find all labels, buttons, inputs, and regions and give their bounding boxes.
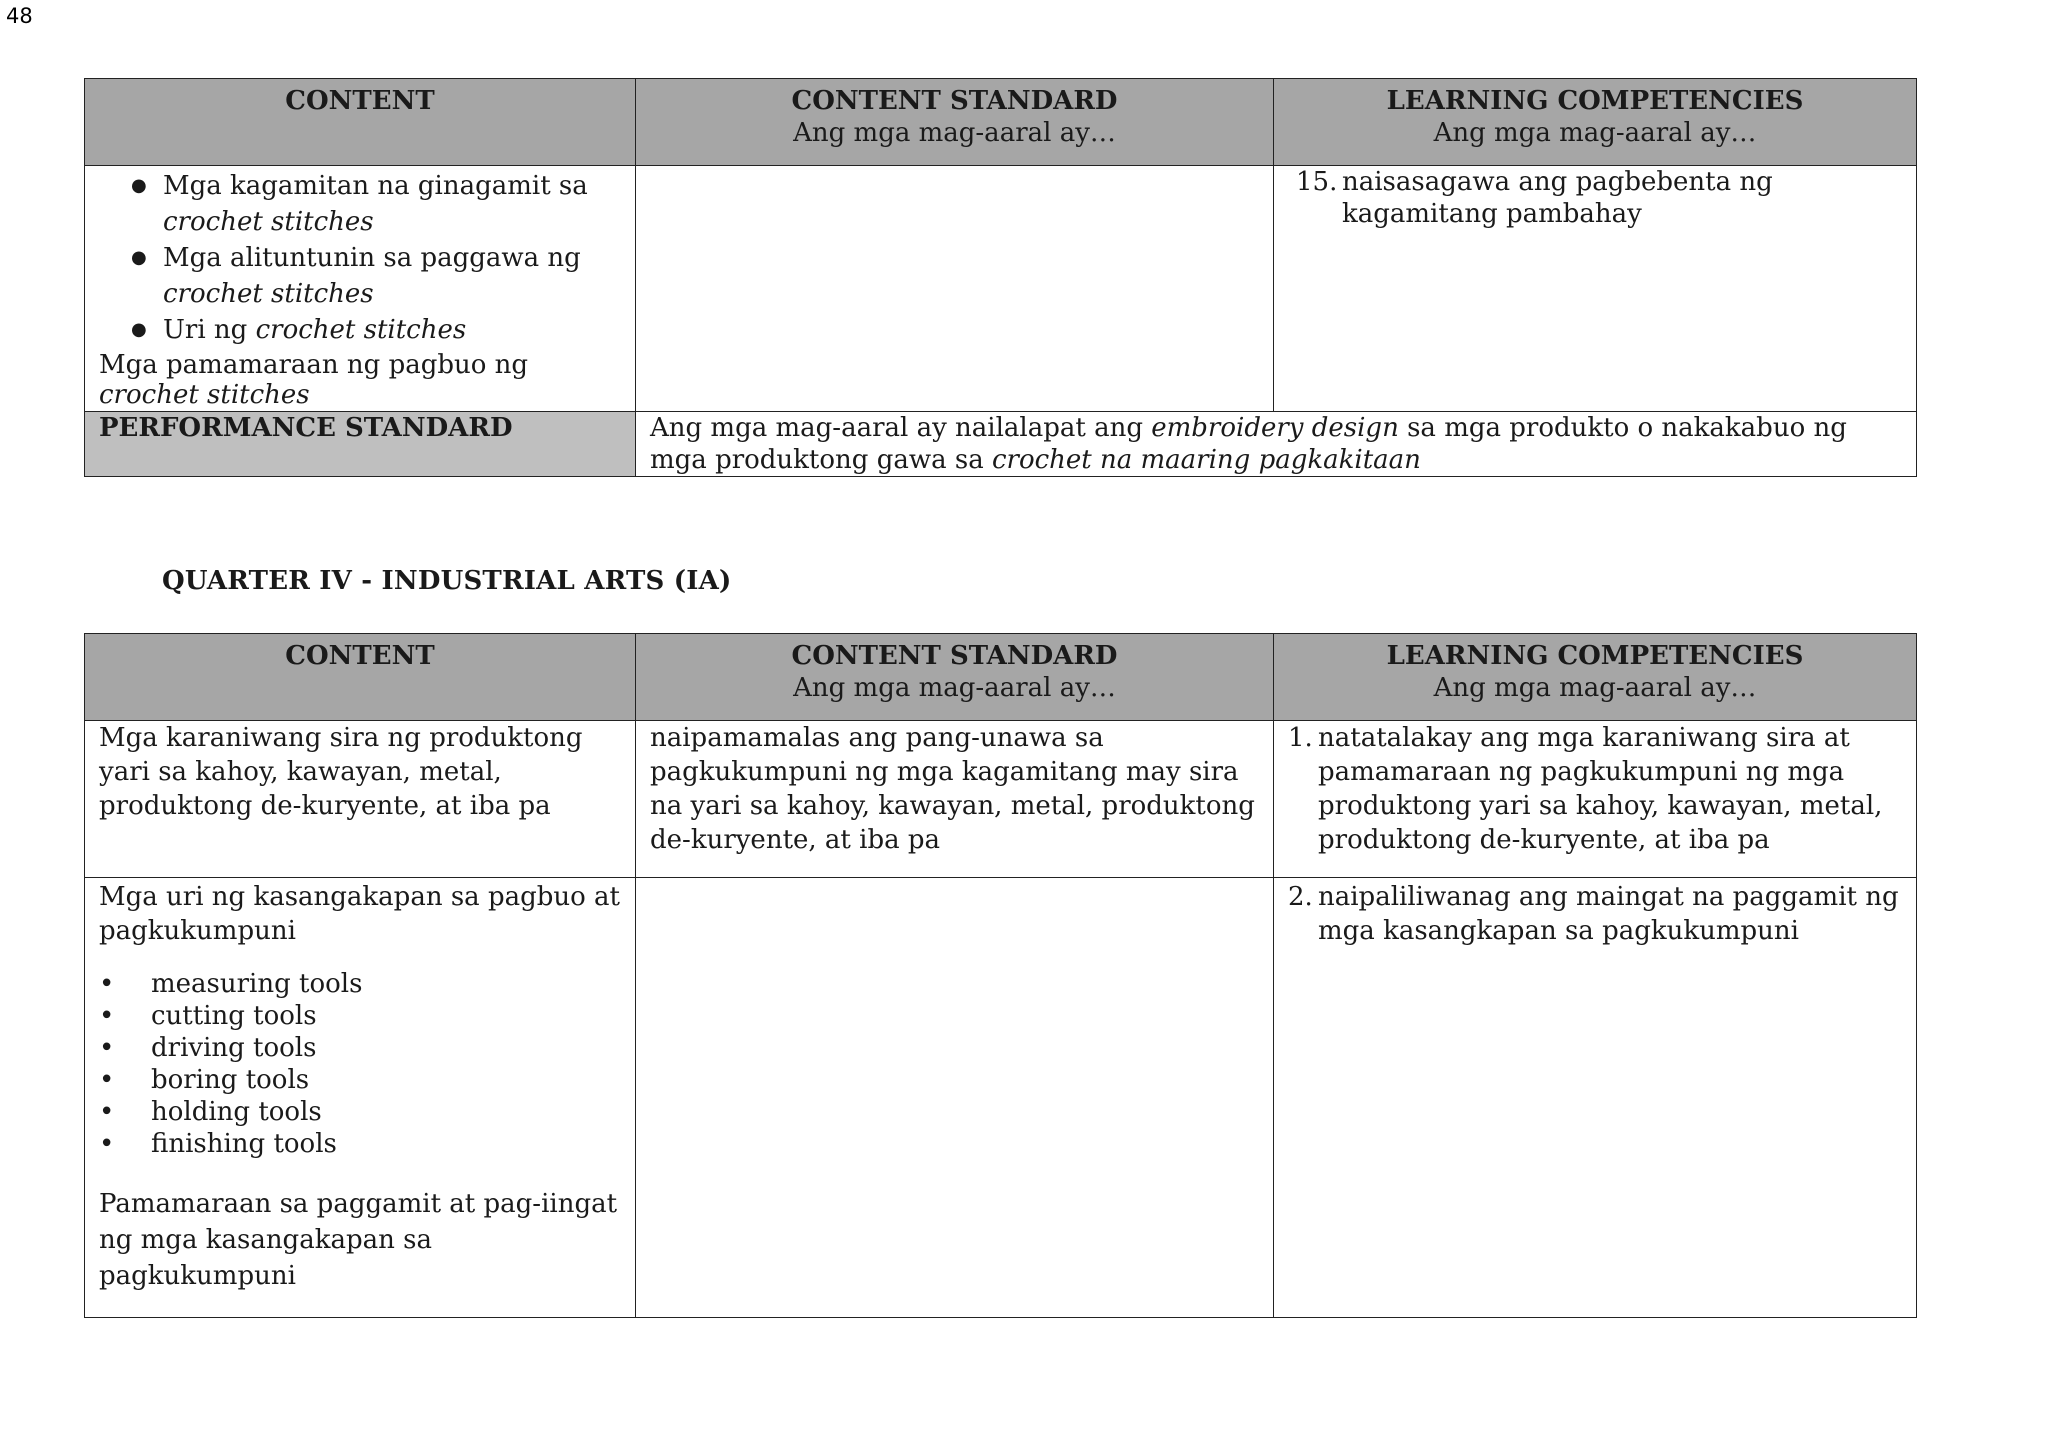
list-item: • holding tools (151, 1096, 621, 1128)
header-content-standard-sub: Ang mga mag-aaral ay… (793, 118, 1116, 148)
table-row (85, 166, 1917, 412)
competency-item (1288, 880, 1902, 948)
row1-standard: naipamamalas ang pang-unawa sa pagkukumpuni ng mga kagamitang may sira na yari sa kahoy, kawayan, metal, produktong de-kuryente, at iba pa (650, 723, 1255, 855)
header-learning-competencies-label: LEARNING COMPETENCIES (1386, 641, 1804, 671)
table-header-row (85, 79, 1917, 166)
table-row (85, 721, 1917, 878)
list-item-text: Uri ng (163, 315, 256, 345)
table-header-row (85, 634, 1917, 721)
header-learning-competencies-label: LEARNING COMPETENCIES (1386, 86, 1804, 116)
header-content-standard (636, 79, 1274, 166)
competency-cell (1274, 721, 1917, 878)
row2-content-intro: Mga uri ng kasangakapan sa pagbuo at pagkukumpuni (99, 882, 620, 946)
tools-list (99, 968, 621, 1160)
list-item (163, 168, 621, 240)
standard-cell (636, 166, 1274, 412)
curriculum-table-industrial-arts (84, 633, 1917, 1318)
competency-number: 1. (1288, 723, 1313, 753)
standard-cell (636, 878, 1274, 1318)
standard-cell (636, 721, 1274, 878)
competency-item (1288, 721, 1902, 857)
list-item: • cutting tools (151, 1000, 621, 1032)
list-item (163, 312, 621, 348)
competency-text: naipaliliwanag ang maingat na paggamit ng mga kasangkapan sa pagkukumpuni (1318, 882, 1899, 946)
list-item-text: Mga kagamitan na ginagamit sa (163, 171, 588, 201)
header-content-standard-sub: Ang mga mag-aaral ay… (793, 673, 1116, 703)
header-content-label: CONTENT (285, 86, 435, 116)
header-content (85, 634, 636, 721)
list-item: • driving tools (151, 1032, 621, 1064)
header-content-label: CONTENT (285, 641, 435, 671)
list-item (163, 240, 621, 312)
list-item: • boring tools (151, 1064, 621, 1096)
row2-content-outro: Pamamaraan sa paggamit at pag-iingat ng mga kasangakapan sa pagkukumpuni (99, 1189, 618, 1291)
header-learning-competencies (1274, 79, 1917, 166)
competency-list (1288, 880, 1902, 948)
performance-standard-text-cell (636, 412, 1917, 477)
performance-standard-label-cell (85, 412, 636, 477)
performance-italic-1: embroidery design (1151, 413, 1399, 443)
content-cell (85, 878, 636, 1318)
list-item: • finishing tools (151, 1128, 621, 1160)
header-content-standard-label: CONTENT STANDARD (791, 641, 1118, 671)
content-cell (85, 721, 636, 878)
header-learning-competencies-sub: Ang mga mag-aaral ay… (1433, 118, 1757, 148)
curriculum-table-home-economics (84, 78, 1917, 477)
competency-cell (1274, 878, 1917, 1318)
performance-text-1: Ang mga mag-aaral ay nailalapat ang (650, 413, 1152, 443)
content-tail-text: Mga pamamaraan ng pagbuo ng (99, 350, 529, 380)
list-item-italic: crochet stitches (163, 207, 374, 237)
content-tail-italic: crochet stitches (99, 380, 310, 410)
competency-list (1296, 166, 1902, 230)
list-item-italic: crochet stitches (255, 315, 467, 345)
content-cell (85, 166, 636, 412)
competency-number: 2. (1288, 882, 1313, 912)
performance-italic-2: crochet na maaring pagkakitaan (991, 445, 1421, 475)
list-item: • measuring tools (151, 968, 621, 1000)
table-row (85, 878, 1917, 1318)
header-content-standard-label: CONTENT STANDARD (791, 86, 1118, 116)
header-content (85, 79, 636, 166)
section-title: QUARTER IV - INDUSTRIAL ARTS (IA) (162, 566, 732, 596)
competency-cell (1274, 166, 1917, 412)
performance-standard-label: PERFORMANCE STANDARD (99, 413, 513, 443)
competency-text: naisasagawa ang pagbebenta ng kagamitang pambahay (1342, 167, 1773, 229)
performance-standard-row (85, 412, 1917, 477)
list-item-italic: crochet stitches (163, 279, 374, 309)
competency-item (1296, 166, 1902, 230)
competency-list (1288, 721, 1902, 857)
row1-content: Mga karaniwang sira ng produktong yari sa kahoy, kawayan, metal, produktong de-kuryente, at iba pa (99, 723, 583, 821)
header-learning-competencies-sub: Ang mga mag-aaral ay… (1433, 673, 1757, 703)
header-content-standard (636, 634, 1274, 721)
competency-number: 15. (1296, 167, 1338, 197)
performance-text-2: sa mga produkto o nakakabuo ng mga produktong gawa sa (650, 413, 1847, 475)
content-bullet-list (99, 168, 621, 348)
page-number: 48 (6, 4, 33, 28)
header-learning-competencies (1274, 634, 1917, 721)
competency-text: natatalakay ang mga karaniwang sira at pamamaraan ng pagkukumpuni ng mga produktong yari sa kahoy, kawayan, metal, produktong de-kuryente, at iba pa (1318, 723, 1883, 855)
list-item-text: Mga alituntunin sa paggawa ng (163, 243, 581, 273)
